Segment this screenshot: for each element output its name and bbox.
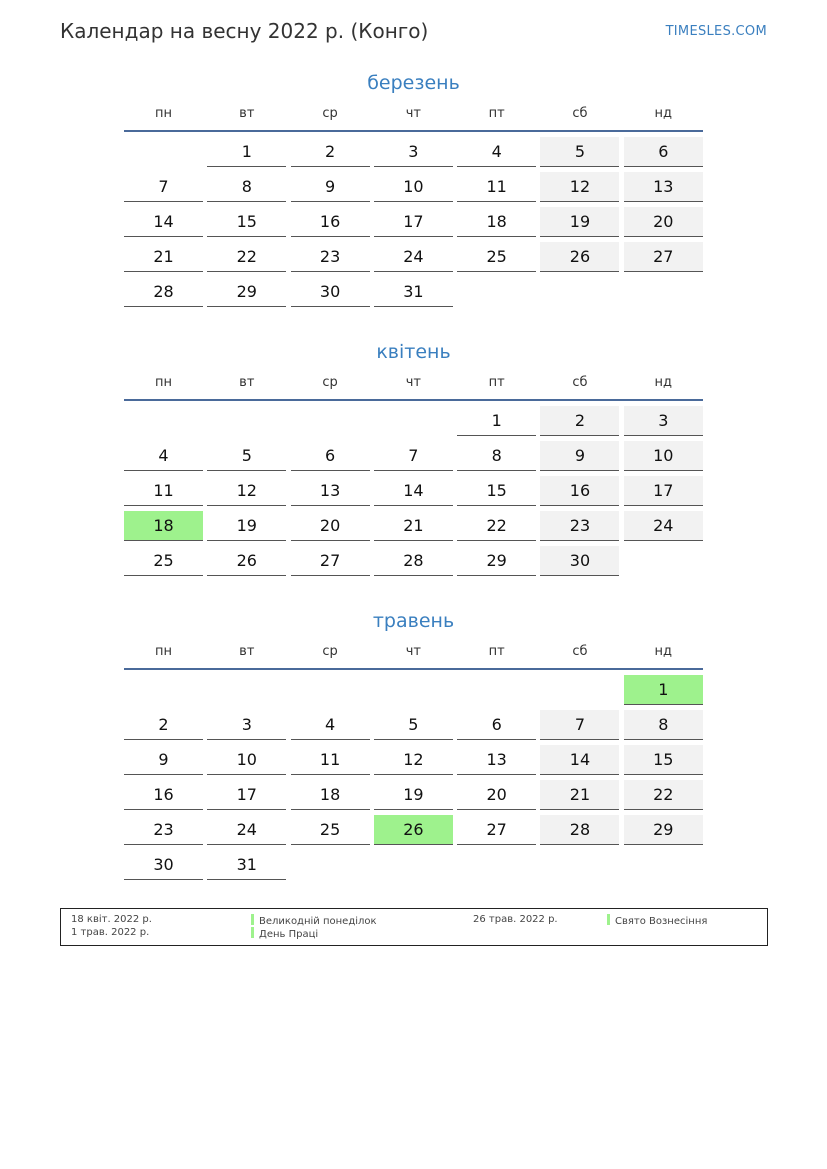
weekend-day-cell[interactable]: 22	[624, 780, 703, 810]
empty-cell	[624, 277, 703, 306]
site-name[interactable]: TIMESLES.COM	[665, 24, 767, 39]
empty-cell	[124, 137, 203, 166]
weekday-label: чт	[405, 644, 422, 659]
weekday-label: сб	[572, 375, 588, 390]
day-cell[interactable]: 13	[291, 476, 370, 506]
month-may	[124, 606, 703, 880]
weekday-label: нд	[654, 106, 673, 121]
day-cell[interactable]: 31	[374, 277, 453, 307]
day-cell[interactable]: 16	[291, 207, 370, 237]
day-cell[interactable]: 26	[207, 546, 286, 576]
day-cell[interactable]: 21	[124, 242, 203, 272]
day-cell[interactable]: 2	[291, 137, 370, 167]
empty-cell	[624, 850, 703, 879]
day-cell[interactable]: 24	[207, 815, 286, 845]
weekend-day-cell[interactable]: 13	[624, 172, 703, 202]
legend-holiday	[607, 914, 707, 928]
weekday-header	[124, 642, 703, 670]
empty-cell	[207, 406, 286, 435]
day-cell[interactable]: 22	[457, 511, 536, 541]
weekday-label: пт	[488, 644, 505, 659]
legend-date: 1 трав. 2022 р.	[71, 927, 150, 938]
day-cell[interactable]: 14	[124, 207, 203, 237]
day-cell[interactable]: 8	[457, 441, 536, 471]
legend-holiday-name: Великодній понеділок	[259, 916, 377, 927]
empty-cell	[374, 406, 453, 435]
day-grid	[124, 406, 703, 576]
day-cell[interactable]: 28	[124, 277, 203, 307]
day-cell[interactable]: 29	[207, 277, 286, 307]
day-cell[interactable]: 8	[207, 172, 286, 202]
weekday-label: вт	[239, 106, 255, 121]
weekend-day-cell[interactable]: 21	[540, 780, 619, 810]
day-cell[interactable]: 31	[207, 850, 286, 880]
weekday-label: пт	[488, 375, 505, 390]
weekend-day-cell[interactable]: 7	[540, 710, 619, 740]
empty-cell	[540, 850, 619, 879]
weekend-day-cell[interactable]: 23	[540, 511, 619, 541]
day-cell[interactable]: 12	[374, 745, 453, 775]
weekday-label: сб	[572, 106, 588, 121]
day-cell[interactable]: 25	[124, 546, 203, 576]
weekend-day-cell[interactable]: 17	[624, 476, 703, 506]
weekend-day-cell[interactable]: 12	[540, 172, 619, 202]
day-cell[interactable]: 29	[457, 546, 536, 576]
month-march	[124, 68, 703, 307]
day-cell[interactable]: 3	[207, 710, 286, 740]
weekday-label: ср	[322, 644, 338, 659]
day-cell[interactable]: 5	[374, 710, 453, 740]
empty-cell	[457, 675, 536, 704]
weekday-label: пт	[488, 106, 505, 121]
month-title: березень	[367, 72, 460, 94]
legend-holiday-name: День Праці	[259, 929, 319, 940]
empty-cell	[540, 277, 619, 306]
day-cell[interactable]: 5	[207, 441, 286, 471]
weekday-label: нд	[654, 644, 673, 659]
weekend-day-cell[interactable]: 20	[624, 207, 703, 237]
empty-cell	[124, 406, 203, 435]
day-cell[interactable]: 27	[457, 815, 536, 845]
day-cell[interactable]: 15	[457, 476, 536, 506]
day-cell[interactable]: 19	[207, 511, 286, 541]
empty-cell	[374, 675, 453, 704]
weekday-header	[124, 373, 703, 401]
weekday-label: пн	[155, 106, 172, 121]
day-cell[interactable]: 4	[457, 137, 536, 167]
empty-cell	[457, 850, 536, 879]
empty-cell	[207, 675, 286, 704]
day-cell[interactable]: 13	[457, 745, 536, 775]
weekend-day-cell[interactable]: 5	[540, 137, 619, 167]
day-cell[interactable]: 23	[291, 242, 370, 272]
empty-cell	[124, 675, 203, 704]
day-cell[interactable]: 12	[207, 476, 286, 506]
day-cell[interactable]: 9	[124, 745, 203, 775]
day-cell[interactable]: 20	[457, 780, 536, 810]
day-cell[interactable]: 2	[124, 710, 203, 740]
day-cell[interactable]: 21	[374, 511, 453, 541]
day-cell[interactable]: 25	[457, 242, 536, 272]
weekday-label: чт	[405, 106, 422, 121]
day-cell[interactable]: 28	[374, 546, 453, 576]
weekday-label: ср	[322, 106, 338, 121]
day-grid	[124, 675, 703, 880]
legend-holiday	[251, 927, 318, 941]
weekend-day-cell[interactable]: 6	[624, 137, 703, 167]
weekend-day-cell[interactable]: 28	[540, 815, 619, 845]
empty-cell	[291, 406, 370, 435]
day-cell[interactable]: 6	[457, 710, 536, 740]
weekend-day-cell[interactable]: 16	[540, 476, 619, 506]
day-cell[interactable]: 7	[374, 441, 453, 471]
month-title: травень	[372, 610, 455, 632]
weekend-day-cell[interactable]: 3	[624, 406, 703, 436]
weekend-day-cell[interactable]: 14	[540, 745, 619, 775]
day-cell[interactable]: 19	[374, 780, 453, 810]
empty-cell	[291, 850, 370, 879]
day-cell[interactable]: 30	[291, 277, 370, 307]
weekend-day-cell[interactable]: 24	[624, 511, 703, 541]
weekday-label: пн	[155, 375, 172, 390]
holiday-day-cell[interactable]: 26	[374, 815, 453, 845]
day-cell[interactable]: 18	[457, 207, 536, 237]
day-cell[interactable]: 17	[374, 207, 453, 237]
weekday-label: вт	[239, 644, 255, 659]
day-cell[interactable]: 27	[291, 546, 370, 576]
weekend-day-cell[interactable]: 30	[540, 546, 619, 576]
holiday-color-swatch	[607, 914, 610, 925]
day-cell[interactable]: 14	[374, 476, 453, 506]
day-cell[interactable]: 20	[291, 511, 370, 541]
day-cell[interactable]: 7	[124, 172, 203, 202]
empty-cell	[374, 850, 453, 879]
weekend-day-cell[interactable]: 27	[624, 242, 703, 272]
day-cell[interactable]: 11	[124, 476, 203, 506]
holiday-color-swatch	[251, 914, 254, 925]
weekday-header	[124, 104, 703, 132]
day-cell[interactable]: 15	[207, 207, 286, 237]
weekend-day-cell[interactable]: 2	[540, 406, 619, 436]
weekday-label: пн	[155, 644, 172, 659]
holiday-day-cell[interactable]: 18	[124, 511, 203, 541]
weekday-label: вт	[239, 375, 255, 390]
weekday-label: чт	[405, 375, 422, 390]
weekend-day-cell[interactable]: 10	[624, 441, 703, 471]
day-cell[interactable]: 30	[124, 850, 203, 880]
day-cell[interactable]: 6	[291, 441, 370, 471]
empty-cell	[624, 546, 703, 575]
weekday-label: сб	[572, 644, 588, 659]
month-title: квітень	[376, 341, 451, 363]
empty-cell	[291, 675, 370, 704]
weekend-day-cell[interactable]: 19	[540, 207, 619, 237]
month-april	[124, 337, 703, 576]
day-cell[interactable]: 24	[374, 242, 453, 272]
empty-cell	[457, 277, 536, 306]
legend-date: 26 трав. 2022 р.	[473, 914, 558, 925]
day-cell[interactable]: 11	[291, 745, 370, 775]
holiday-color-swatch	[251, 927, 254, 938]
weekend-day-cell[interactable]: 29	[624, 815, 703, 845]
day-cell[interactable]: 10	[207, 745, 286, 775]
day-cell[interactable]: 1	[457, 406, 536, 436]
day-cell[interactable]: 4	[291, 710, 370, 740]
weekend-day-cell[interactable]: 15	[624, 745, 703, 775]
day-grid	[124, 137, 703, 307]
weekend-day-cell[interactable]: 9	[540, 441, 619, 471]
weekend-day-cell[interactable]: 8	[624, 710, 703, 740]
legend-holiday	[251, 914, 377, 928]
page-title: Календар на весну 2022 р. (Конго)	[60, 19, 429, 43]
holiday-day-cell[interactable]: 1	[624, 675, 703, 705]
day-cell[interactable]: 22	[207, 242, 286, 272]
holiday-legend	[60, 908, 768, 946]
day-cell[interactable]: 10	[374, 172, 453, 202]
day-cell[interactable]: 23	[124, 815, 203, 845]
day-cell[interactable]: 25	[291, 815, 370, 845]
day-cell[interactable]: 1	[207, 137, 286, 167]
legend-date: 18 квіт. 2022 р.	[71, 914, 152, 925]
day-cell[interactable]: 16	[124, 780, 203, 810]
day-cell[interactable]: 11	[457, 172, 536, 202]
weekday-label: ср	[322, 375, 338, 390]
weekday-label: нд	[654, 375, 673, 390]
day-cell[interactable]: 4	[124, 441, 203, 471]
legend-holiday-name: Свято Вознесіння	[615, 916, 708, 927]
empty-cell	[540, 675, 619, 704]
weekend-day-cell[interactable]: 26	[540, 242, 619, 272]
day-cell[interactable]: 17	[207, 780, 286, 810]
day-cell[interactable]: 9	[291, 172, 370, 202]
day-cell[interactable]: 3	[374, 137, 453, 167]
day-cell[interactable]: 18	[291, 780, 370, 810]
